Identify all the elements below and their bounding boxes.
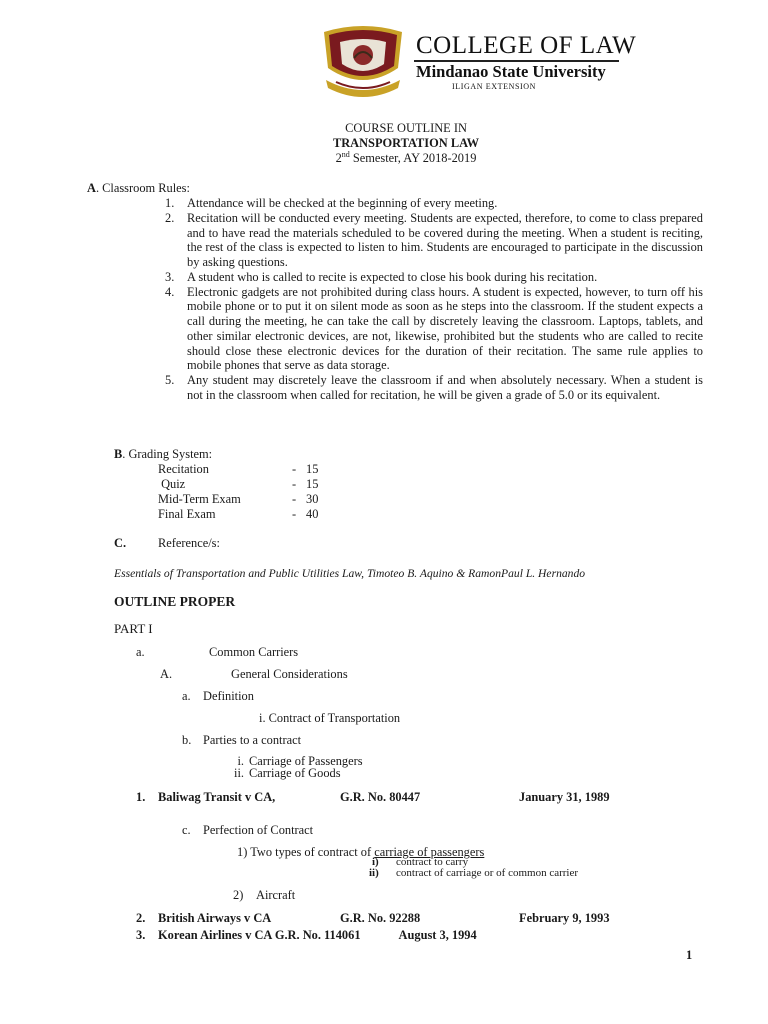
outline-item-definition: Definition xyxy=(203,689,254,703)
rule-item: 3. A student who is called to recite is expected to close his book during his recitation. xyxy=(165,269,598,284)
case-number: 1. xyxy=(136,790,146,804)
outline-marker: c. xyxy=(182,823,191,837)
case-gr-number: G.R. No. 80447 xyxy=(340,790,421,804)
outline-marker: i. xyxy=(237,754,244,768)
rule-item: 2. Recitation will be conducted every meeting. Students are expected, therefore, to come to class prepared and to have read the materials scheduled to be covered during the meeting. When a student is reciting, the rest of the class is expected to listen to him. Students are encouraged to participate in the discussion by asking questions. xyxy=(165,210,703,269)
university-name: Mindanao State University xyxy=(416,62,606,81)
page-number: 1 xyxy=(686,948,693,962)
title-line-2: TRANSPORTATION LAW xyxy=(332,136,480,150)
grading-row: Recitation - 15 xyxy=(158,462,319,476)
rule-item: 1. Attendance will be checked at the beginning of every meeting. xyxy=(165,196,498,210)
outline-subitem-contract: i. Contract of Transportation xyxy=(259,711,401,725)
rule-item: 5. Any student may discretely leave the classroom if and when absolutely necessary. When a student is not in the classroom when called for recitation, he will be given a grade of 5.0 or its equivalent. xyxy=(165,373,703,402)
outline-item-perfection: Perfection of Contract xyxy=(203,823,314,837)
outline-two-types: 1) Two types of contract of carriage of passengers xyxy=(237,845,485,859)
outline-marker: A. xyxy=(160,667,173,681)
grading-row: Final Exam - 40 xyxy=(158,507,319,521)
outline-marker: i) xyxy=(372,856,379,868)
case-date: January 31, 1989 xyxy=(519,790,610,804)
university-extension: ILIGAN EXTENSION xyxy=(452,82,537,91)
outline-subitem: Carriage of Goods xyxy=(249,766,341,780)
college-name: COLLEGE OF LAW xyxy=(416,32,637,59)
outline-item-aircraft: Aircraft xyxy=(256,888,296,902)
grading-table xyxy=(158,462,318,522)
outline-item-general-considerations: General Considerations xyxy=(231,667,348,681)
outline-marker: b. xyxy=(182,733,192,747)
case-number: 3. xyxy=(136,928,146,942)
case-gr-number: G.R. No. 92288 xyxy=(340,911,421,925)
outline-type-item: contract of carriage or of common carrier xyxy=(396,867,579,879)
section-c-label: Reference/s: xyxy=(158,536,220,550)
section-b-heading: B. Grading System: xyxy=(114,447,213,461)
outline-marker: a. xyxy=(182,689,191,703)
reference-text: Essentials of Transportation and Public Utilities Law, Timoteo B. Aquino & RamonPaul L. Hernando xyxy=(114,567,586,580)
section-c-letter: C. xyxy=(114,536,127,550)
grading-row: Quiz - 15 xyxy=(158,477,319,491)
part-heading: PART I xyxy=(114,621,153,636)
outline-item-common-carriers: Common Carriers xyxy=(209,645,299,659)
grading-row: Mid-Term Exam - 30 xyxy=(158,492,319,506)
college-seal-logo xyxy=(318,22,408,100)
case-name: Baliwag Transit v CA, xyxy=(158,790,276,804)
outline-marker: a. xyxy=(136,645,145,659)
outline-subitem: Carriage of Passengers xyxy=(249,754,363,768)
case-number: 2. xyxy=(136,911,146,925)
case-entry: Korean Airlines v CA G.R. No. 114061 August 3, 1994 xyxy=(158,928,477,942)
classroom-rules-list xyxy=(165,196,703,403)
outline-marker: ii) xyxy=(369,867,379,879)
outline-marker: ii. xyxy=(234,766,244,780)
outline-marker: 2) xyxy=(233,888,244,902)
rule-item: 4. Electronic gadgets are not prohibited during class hours. A student is expected, however, to turn off his mobile phone or to put it on silent mode as soon as he steps into the classroom. If the student expects a call during the meeting, he can take the call by discretely leaving the classroom. Laptops, tablets, and other similar electronic devices, are not, likewise, prohibited but the students who are called to recite should close these electronic devices for the duration of their recitation. The same rule applies to mobile phones that serve as data storage. xyxy=(165,284,703,373)
title-line-1: COURSE OUTLINE IN xyxy=(345,121,467,135)
case-name: British Airways v CA xyxy=(158,911,272,925)
outline-heading: OUTLINE PROPER xyxy=(114,594,236,609)
outline-type-item: contract to carry xyxy=(396,856,469,868)
semester-line: 2nd Semester, AY 2018-2019 xyxy=(335,149,477,165)
case-date: February 9, 1993 xyxy=(519,911,610,925)
outline-item-parties: Parties to a contract xyxy=(203,733,302,747)
section-a-heading: A. Classroom Rules: xyxy=(87,181,190,195)
